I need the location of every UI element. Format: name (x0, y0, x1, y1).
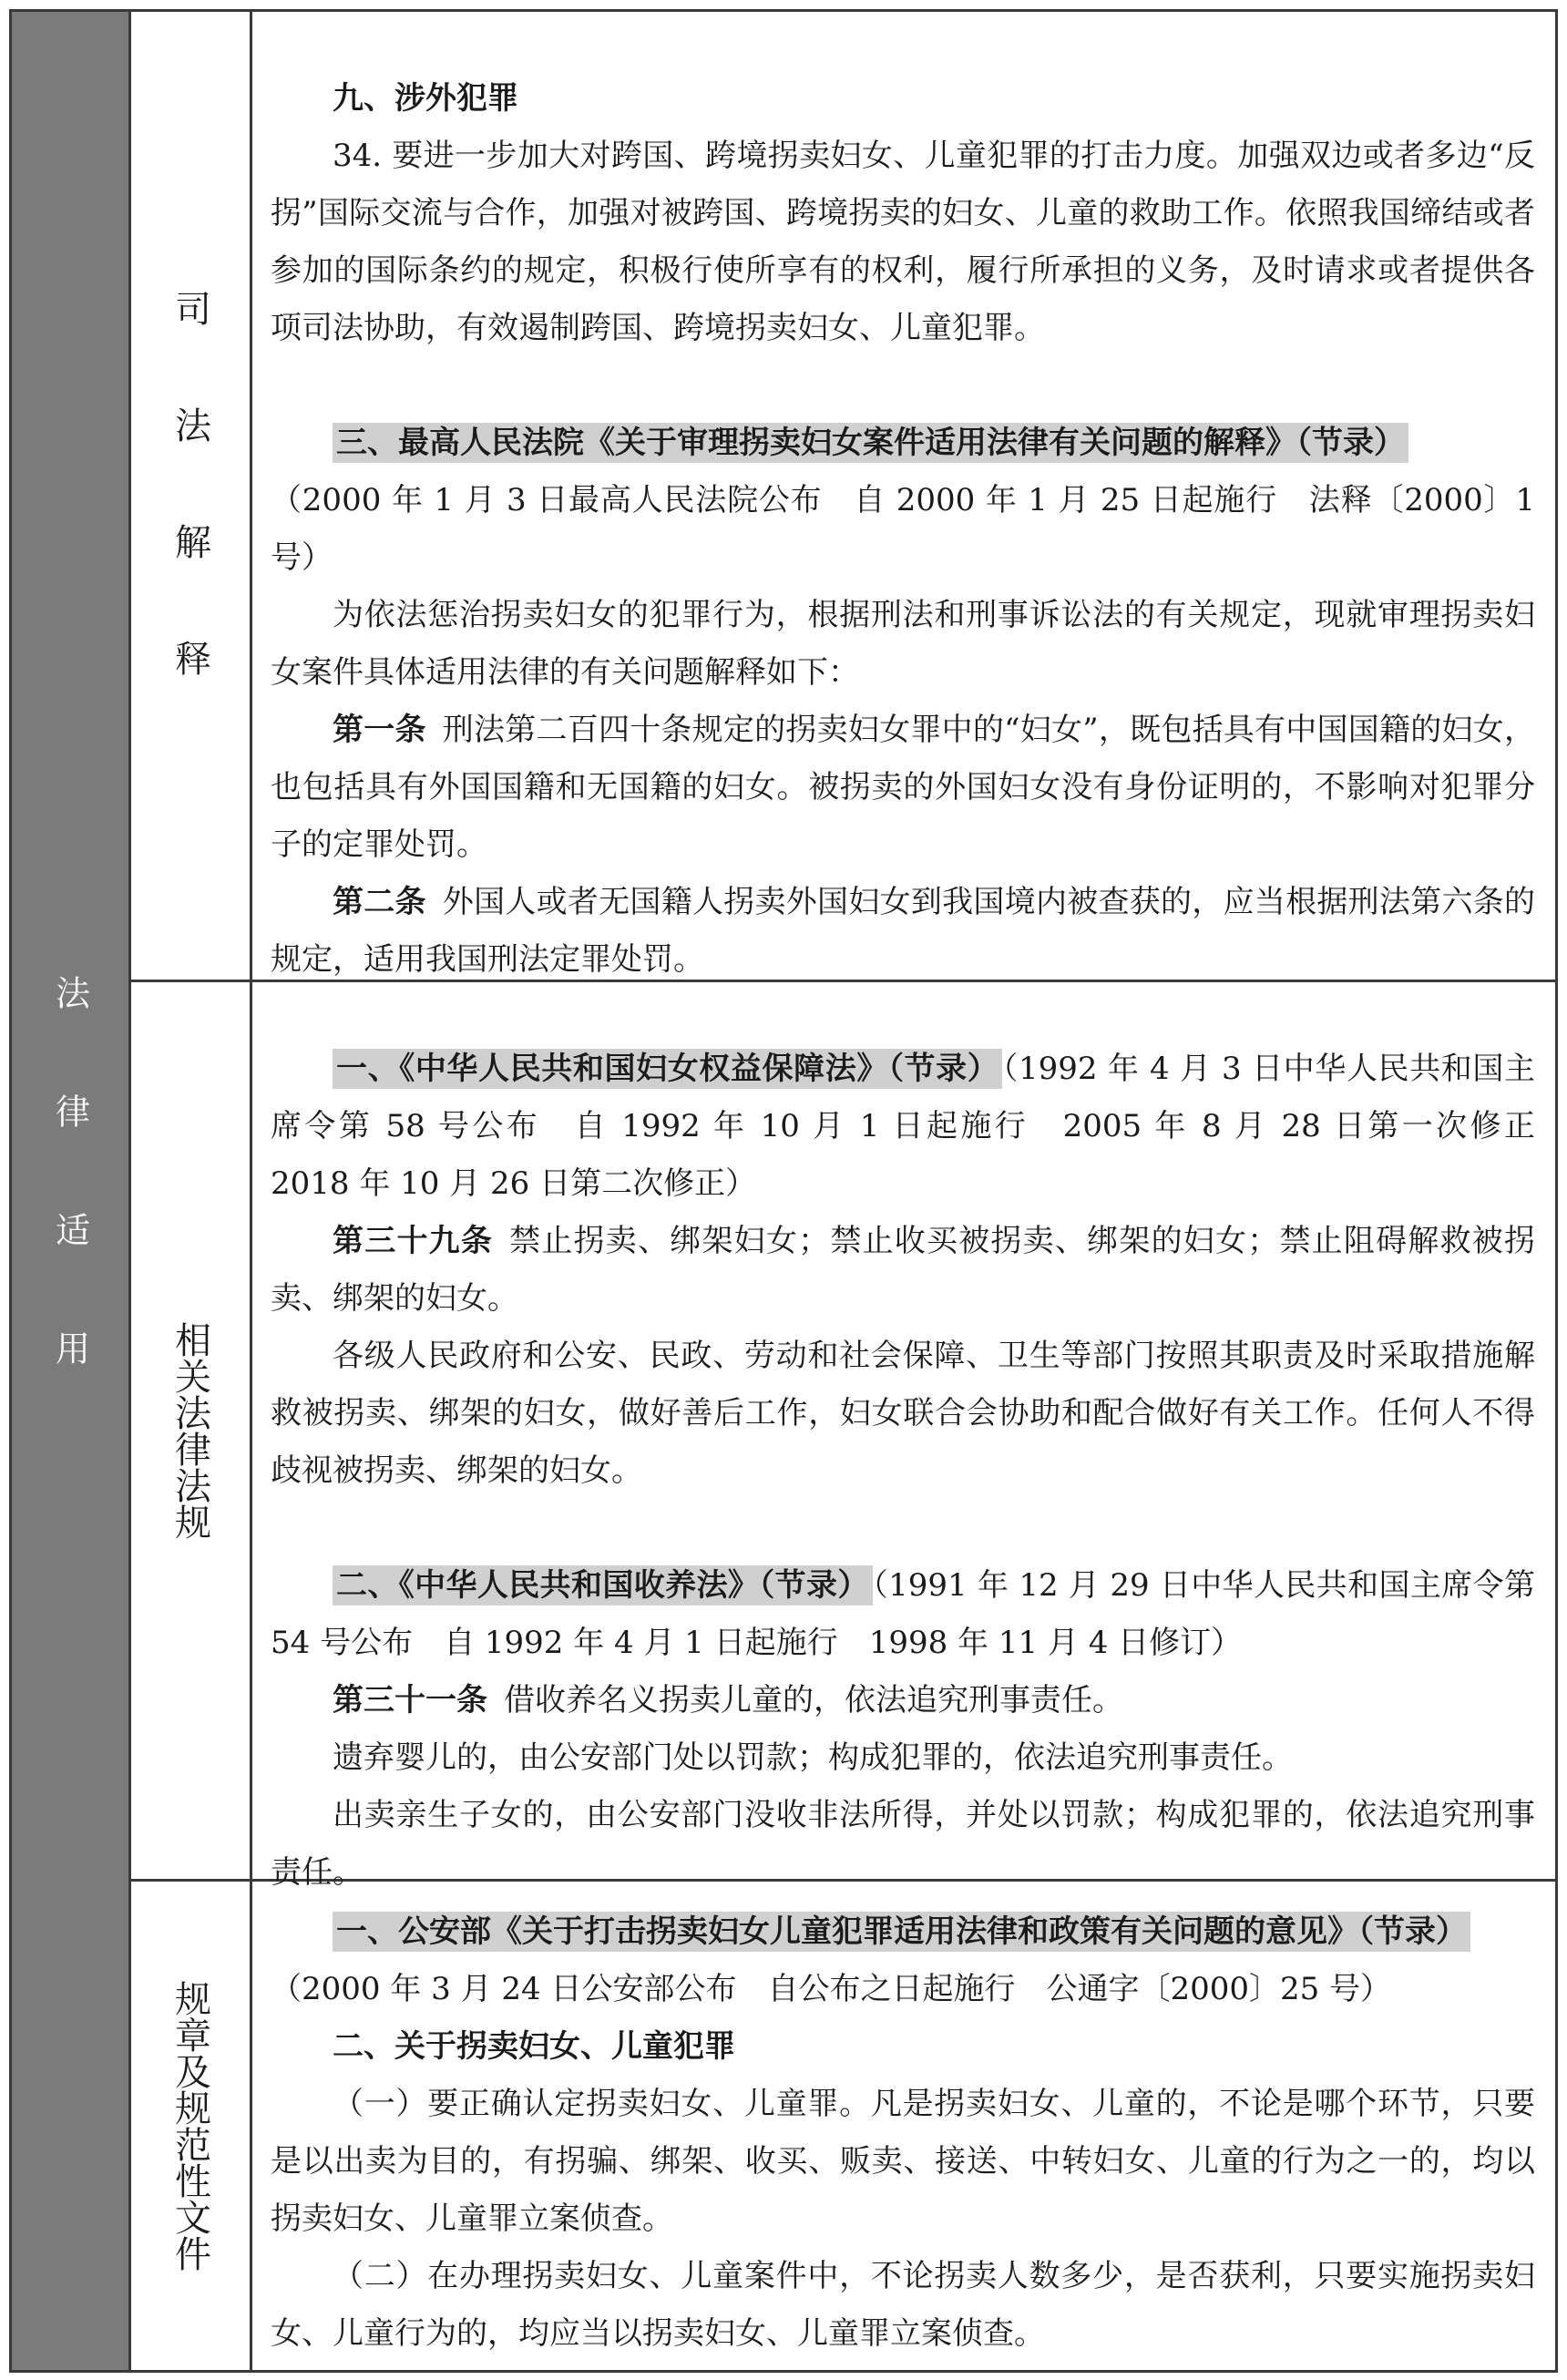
article-1 (271, 702, 1535, 874)
row-label-laws: 相关法律法规 (169, 1321, 211, 1540)
paragraph-abandon-infant: 遗弃婴儿的，由公安部门处以罚款；构成犯罪的，依法追究刑事责任。 (333, 1739, 1293, 1776)
doc-meta-women-rights: （1992 年 4 月 3 日中华人民共和国主席令第 58 号公布 自 1992 年 10 月 1 日起施行 2005 年 8 月 28 日第一次修正 2018 年 10 月 26 日第二次修正） (271, 1051, 1566, 1202)
doc-title-adoption-law: 二、《中华人民共和国收养法》（节录） (333, 1565, 873, 1605)
doc-title-public-security: 一、公安部《关于打击拐卖妇女儿童犯罪适用法律和政策有关问题的意见》（节录） (333, 1912, 1470, 1952)
row-label-cell (131, 1882, 252, 2370)
law-table (9, 9, 1566, 2373)
row-label-cell (131, 982, 252, 1879)
doc-meta-adoption-law: （1991 年 12 月 29 日中华人民共和国主席令第 54 号公布 自 1992 年 4 月 1 日起施行 1998 年 11 月 4 日修订） (271, 1567, 1535, 1661)
doc-title-wrap (271, 415, 1535, 472)
article-label: 第一条 (333, 712, 426, 748)
main-category-label: 法律适用 (49, 974, 90, 1449)
row-judicial-interpretation (131, 12, 1555, 982)
row-related-laws (131, 982, 1566, 1891)
row-label-judicial: 司法解释 (169, 290, 211, 756)
doc-meta-supreme-court: （2000 年 1 月 3 日最高人民法院公布 自 2000 年 1 月 25 日起施行 法释〔2000〕1 号） (271, 482, 1535, 576)
article-39 (271, 1213, 1535, 1328)
doc-entry-women-rights (271, 1041, 1566, 1213)
article-text: 外国人或者无国籍人拐卖外国妇女到我国境内被查获的，应当根据刑法第六条的规定，适用我国刑法定罪处罚。 (271, 884, 1535, 978)
section-heading-trafficking: 二、关于拐卖妇女、儿童犯罪 (333, 2028, 735, 2065)
table-rows (131, 12, 1566, 2370)
article-31 (271, 1672, 1535, 1729)
row-content-judicial (252, 12, 1555, 980)
doc-title-supreme-court: 三、最高人民法院《关于审理拐卖妇女案件适用法律有关问题的解释》（节录） (333, 423, 1408, 463)
paragraph-sell-children: 出卖亲生子女的，由公安部门没收非法所得，并处以罚款；构成犯罪的，依法追究刑事责任。 (271, 1797, 1535, 1891)
doc-meta-public-security: （2000 年 3 月 24 日公安部公布 自公布之日起施行 公通字〔2000〕25 号） (271, 1971, 1392, 2007)
article-text: 禁止拐卖、绑架妇女；禁止收买被拐卖、绑架的妇女；禁止阻碍解救被拐卖、绑架的妇女。 (271, 1223, 1536, 1317)
spacer (271, 357, 1535, 415)
article-text: 借收养名义拐卖儿童的，依法追究刑事责任。 (504, 1682, 1123, 1718)
row-label-cell (131, 12, 252, 980)
article-label: 第二条 (333, 884, 426, 920)
list-item-1: （一）要正确认定拐卖妇女、儿童罪。凡是拐卖妇女、儿童的，不论是哪个环节，只要是以出卖为目的，有拐骗、绑架、收买、贩卖、接送、中转妇女、儿童的行为之一的，均以拐卖妇女、儿童罪立案侦查。 (271, 2086, 1535, 2237)
row-content-laws (252, 982, 1566, 1891)
spacer (271, 1500, 1535, 1557)
row-regulations (131, 1882, 1555, 2370)
main-category-column (12, 12, 131, 2370)
row-label-regulations: 规章及规范性文件 (169, 1980, 211, 2272)
paragraph-government-duty: 各级人民政府和公安、民政、劳动和社会保障、卫生等部门按照其职责及时采取措施解救被拐卖、绑架的妇女，做好善后工作，妇女联合会协助和配合做好有关工作。任何人不得歧视被拐卖、绑架的妇女。 (271, 1338, 1535, 1489)
paragraph-34: 34. 要进一步加大对跨国、跨境拐卖妇女、儿童犯罪的打击力度。加强双边或者多边“反拐”国际交流与合作，加强对被跨国、跨境拐卖的妇女、儿童的救助工作。依照我国缔结或者参加的国际条约的规定，积极行使所享有的权利，履行所承担的义务，及时请求或者提供各项司法协助，有效遏制跨国、跨境拐卖妇女、儿童犯罪。 (271, 138, 1535, 346)
article-label: 第三十一条 (333, 1682, 487, 1718)
list-item-2: （二）在办理拐卖妇女、儿童案件中，不论拐卖人数多少，是否获利，只要实施拐卖妇女、儿童行为的，均应当以拐卖妇女、儿童罪立案侦查。 (271, 2258, 1535, 2352)
doc-intro: 为依法惩治拐卖妇女的犯罪行为，根据刑法和刑事诉讼法的有关规定，现就审理拐卖妇女案件具体适用法律的有关问题解释如下： (271, 597, 1535, 691)
doc-title-wrap (271, 1903, 1535, 1961)
doc-title-women-rights: 一、《中华人民共和国妇女权益保障法》（节录） (333, 1049, 1002, 1089)
row-content-regulations (252, 1882, 1555, 2370)
article-label: 第三十九条 (333, 1223, 494, 1259)
section-heading-foreign-crime: 九、涉外犯罪 (333, 80, 518, 117)
article-text: 刑法第二百四十条规定的拐卖妇女罪中的“妇女”，既包括具有中国国籍的妇女，也包括具有外国国籍和无国籍的妇女。被拐卖的外国妇女没有身份证明的，不影响对犯罪分子的定罪处罚。 (271, 712, 1536, 863)
doc-entry-adoption-law (271, 1557, 1535, 1672)
article-2 (271, 874, 1535, 989)
